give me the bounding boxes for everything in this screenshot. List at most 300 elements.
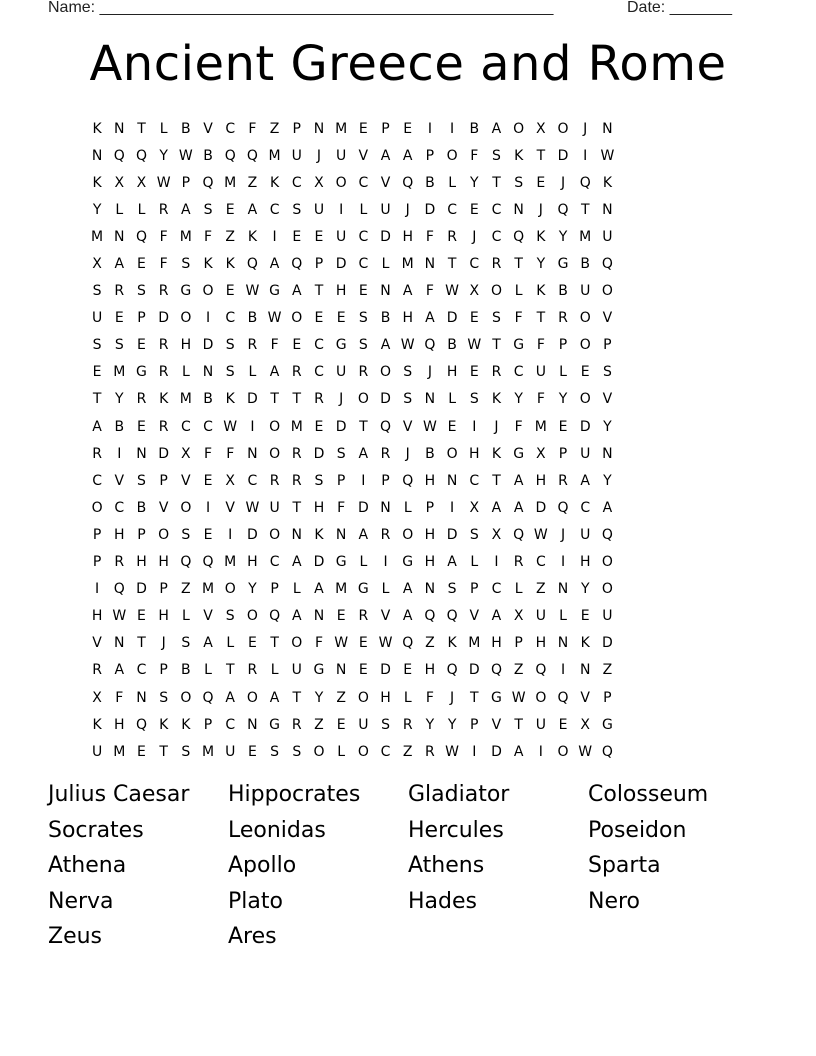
grid-letter: E bbox=[247, 635, 257, 652]
grid-letter: K bbox=[159, 716, 169, 733]
page-title: Ancient Greece and Rome bbox=[89, 36, 727, 92]
grid-letter: F bbox=[204, 228, 213, 245]
grid-letter: D bbox=[357, 499, 369, 516]
grid-letter: Q bbox=[246, 147, 258, 164]
grid-letter: D bbox=[380, 662, 391, 679]
word-list-item: Apollo bbox=[228, 853, 297, 878]
grid-letter: M bbox=[201, 743, 215, 760]
grid-letter: W bbox=[445, 743, 460, 760]
word-list-item: Zeus bbox=[48, 924, 103, 949]
grid-letter: G bbox=[557, 256, 569, 273]
grid-letter: U bbox=[602, 228, 613, 245]
grid-letter: N bbox=[424, 581, 436, 598]
grid-row bbox=[86, 305, 735, 332]
grid-letter: W bbox=[400, 337, 415, 354]
grid-row bbox=[86, 657, 735, 684]
grid-letter: S bbox=[469, 391, 479, 408]
grid-letter: D bbox=[335, 418, 347, 435]
grid-letter: G bbox=[180, 283, 192, 300]
grid-letter: Q bbox=[601, 743, 613, 760]
name-field-line: Name: ___________________________________________________ bbox=[48, 0, 554, 16]
grid-letter: V bbox=[92, 635, 102, 652]
grid-letter: Q bbox=[402, 635, 414, 652]
grid-letter: O bbox=[357, 743, 369, 760]
grid-letter: E bbox=[137, 743, 146, 760]
grid-letter: V bbox=[469, 608, 480, 625]
grid-letter: D bbox=[380, 228, 391, 245]
grid-letter: E bbox=[469, 201, 479, 218]
grid-letter: F bbox=[270, 337, 279, 354]
grid-letter: J bbox=[339, 391, 344, 408]
grid-letter: Y bbox=[159, 147, 168, 164]
grid-letter: C bbox=[580, 499, 591, 516]
grid-letter: Q bbox=[424, 608, 436, 625]
grid-letter: H bbox=[424, 526, 436, 543]
grid-letter: C bbox=[92, 472, 102, 489]
grid-letter: Q bbox=[513, 228, 525, 245]
grid-letter: J bbox=[583, 120, 588, 137]
word-list-item: Leonidas bbox=[228, 817, 326, 843]
grid-letter: R bbox=[447, 228, 457, 245]
grid-letter: Y bbox=[425, 716, 435, 733]
grid-letter: C bbox=[314, 337, 324, 354]
grid-letter: R bbox=[558, 472, 568, 489]
word-list-item: Julius Caesar bbox=[48, 782, 190, 807]
grid-letter: T bbox=[270, 635, 279, 652]
grid-letter: T bbox=[492, 174, 501, 191]
grid-letter: V bbox=[491, 716, 502, 733]
grid-letter: X bbox=[136, 174, 147, 191]
grid-letter: H bbox=[91, 608, 103, 625]
grid-letter: I bbox=[427, 120, 432, 137]
grid-letter: R bbox=[491, 364, 502, 381]
grid-letter: M bbox=[335, 120, 348, 137]
grid-letter: W bbox=[378, 635, 393, 652]
grid-letter: K bbox=[536, 228, 546, 245]
grid-letter: X bbox=[580, 716, 591, 733]
grid-letter: L bbox=[403, 499, 412, 516]
grid-letter: M bbox=[534, 418, 547, 435]
grid-letter: N bbox=[602, 201, 613, 218]
grid-letter: V bbox=[181, 472, 191, 489]
grid-letter: N bbox=[579, 662, 591, 679]
grid-letter: B bbox=[425, 174, 435, 191]
grid-letter: F bbox=[248, 120, 257, 137]
grid-letter: O bbox=[180, 310, 192, 327]
grid-letter: O bbox=[601, 554, 613, 571]
grid-letter: H bbox=[158, 608, 169, 625]
grid-letter: R bbox=[402, 716, 413, 733]
grid-letter: N bbox=[247, 716, 258, 733]
grid-row bbox=[86, 630, 735, 657]
grid-letter: H bbox=[535, 635, 547, 652]
grid-letter: D bbox=[446, 310, 458, 327]
grid-letter: W bbox=[533, 526, 548, 543]
grid-letter: Q bbox=[601, 256, 613, 273]
grid-letter: Z bbox=[402, 743, 413, 760]
grid-letter: S bbox=[181, 256, 191, 273]
grid-letter: C bbox=[225, 716, 236, 733]
grid-row bbox=[86, 223, 735, 250]
grid-letter: M bbox=[468, 635, 481, 652]
grid-letter: R bbox=[291, 445, 302, 462]
grid-letter: U bbox=[336, 228, 347, 245]
grid-letter: L bbox=[137, 201, 146, 218]
grid-letter: A bbox=[203, 635, 213, 652]
grid-letter: C bbox=[380, 743, 391, 760]
grid-letter: Q bbox=[557, 499, 569, 516]
grid-letter: Y bbox=[314, 689, 324, 706]
grid-letter: Z bbox=[181, 581, 191, 598]
grid-letter: I bbox=[95, 581, 100, 598]
grid-letter: Y bbox=[603, 472, 612, 489]
grid-letter: A bbox=[92, 418, 102, 435]
grid-letter: K bbox=[225, 391, 235, 408]
grid-letter: V bbox=[602, 310, 613, 327]
grid-letter: F bbox=[204, 445, 213, 462]
grid-letter: W bbox=[245, 283, 260, 300]
grid-letter: I bbox=[560, 662, 566, 679]
grid-letter: W bbox=[334, 635, 349, 652]
grid-letter: X bbox=[92, 256, 102, 273]
grid-letter: R bbox=[158, 364, 169, 381]
grid-letter: S bbox=[270, 743, 280, 760]
grid-letter: O bbox=[380, 364, 392, 381]
grid-letter: O bbox=[601, 283, 613, 300]
grid-letter: A bbox=[181, 201, 191, 218]
grid-letter: I bbox=[117, 445, 122, 462]
word-list-item: Socrates bbox=[48, 817, 144, 843]
grid-letter: U bbox=[269, 499, 280, 516]
grid-letter: S bbox=[381, 716, 390, 733]
grid-letter: A bbox=[380, 147, 391, 164]
word-list-item: Sparta bbox=[588, 853, 661, 878]
grid-letter: N bbox=[380, 283, 391, 300]
grid-letter: C bbox=[491, 581, 502, 598]
grid-letter: L bbox=[381, 256, 390, 273]
grid-letter: B bbox=[469, 120, 480, 137]
grid-letter: N bbox=[313, 120, 325, 137]
grid-letter: V bbox=[602, 391, 613, 408]
grid-letter: P bbox=[203, 716, 213, 733]
grid-letter: N bbox=[114, 120, 125, 137]
grid-letter: L bbox=[381, 581, 390, 598]
grid-letter: E bbox=[225, 201, 235, 218]
grid-letter: T bbox=[580, 201, 590, 218]
grid-letter: T bbox=[492, 337, 501, 354]
grid-letter: V bbox=[225, 499, 235, 516]
grid-letter: L bbox=[337, 743, 346, 760]
grid-letter: Q bbox=[113, 581, 125, 598]
grid-letter: S bbox=[137, 283, 146, 300]
grid-letter: L bbox=[248, 364, 257, 381]
grid-row bbox=[86, 169, 735, 196]
grid-letter: L bbox=[226, 635, 235, 652]
grid-letter: C bbox=[291, 174, 302, 191]
grid-letter: E bbox=[137, 608, 146, 625]
grid-letter: N bbox=[557, 581, 569, 598]
grid-letter: A bbox=[291, 608, 302, 625]
grid-letter: F bbox=[470, 147, 479, 164]
grid-letter: T bbox=[314, 283, 324, 300]
grid-letter: B bbox=[181, 120, 191, 137]
grid-letter: U bbox=[313, 201, 325, 218]
grid-letter: W bbox=[178, 147, 193, 164]
grid-letter: K bbox=[92, 716, 102, 733]
grid-letter: O bbox=[291, 310, 303, 327]
grid-letter: G bbox=[357, 581, 369, 598]
grid-letter: N bbox=[91, 147, 103, 164]
grid-letter: D bbox=[247, 526, 258, 543]
grid-letter: M bbox=[290, 418, 303, 435]
grid-letter: C bbox=[247, 472, 258, 489]
grid-letter: C bbox=[535, 554, 546, 571]
grid-letter: L bbox=[514, 283, 523, 300]
grid-letter: F bbox=[314, 635, 323, 652]
grid-letter: S bbox=[181, 635, 191, 652]
grid-letter: O bbox=[535, 689, 547, 706]
grid-letter: D bbox=[313, 445, 325, 462]
grid-letter: Q bbox=[246, 256, 258, 273]
grid-letter: Q bbox=[490, 662, 502, 679]
grid-letter: I bbox=[205, 310, 211, 327]
grid-letter: D bbox=[468, 662, 480, 679]
grid-letter: T bbox=[492, 472, 501, 489]
grid-letter: R bbox=[247, 662, 258, 679]
grid-letter: H bbox=[491, 635, 502, 652]
grid-letter: I bbox=[560, 554, 566, 571]
grid-letter: P bbox=[314, 256, 324, 273]
grid-letter: A bbox=[513, 743, 524, 760]
grid-letter: Y bbox=[558, 228, 568, 245]
grid-letter: V bbox=[114, 472, 125, 489]
grid-letter: F bbox=[425, 689, 434, 706]
grid-letter: L bbox=[181, 608, 190, 625]
grid-letter: P bbox=[425, 147, 435, 164]
word-list-item: Gladiator bbox=[408, 782, 510, 807]
grid-row bbox=[86, 142, 735, 169]
grid-letter: P bbox=[470, 581, 479, 598]
grid-letter: S bbox=[159, 689, 169, 706]
grid-letter: M bbox=[201, 581, 215, 598]
grid-letter: C bbox=[225, 120, 236, 137]
grid-letter: U bbox=[380, 201, 391, 218]
grid-letter: P bbox=[603, 689, 612, 706]
grid-letter: N bbox=[313, 608, 325, 625]
grid-letter: P bbox=[159, 472, 168, 489]
grid-letter: I bbox=[383, 554, 388, 571]
grid-letter: D bbox=[557, 147, 569, 164]
grid-letter: O bbox=[402, 526, 414, 543]
grid-row bbox=[86, 711, 735, 738]
grid-letter: L bbox=[292, 581, 301, 598]
grid-letter: R bbox=[291, 472, 302, 489]
grid-letter: E bbox=[336, 310, 346, 327]
grid-letter: Q bbox=[135, 716, 147, 733]
grid-letter: P bbox=[159, 581, 168, 598]
grid-row bbox=[86, 684, 735, 711]
grid-letter: E bbox=[358, 662, 368, 679]
grid-letter: R bbox=[247, 337, 258, 354]
grid-letter: A bbox=[491, 499, 502, 516]
grid-letter: S bbox=[225, 608, 235, 625]
grid-letter: E bbox=[225, 283, 235, 300]
grid-letter: D bbox=[579, 418, 591, 435]
grid-letter: Q bbox=[380, 418, 392, 435]
grid-letter: A bbox=[491, 608, 502, 625]
grid-letter: S bbox=[114, 337, 124, 354]
grid-letter: D bbox=[380, 391, 391, 408]
grid-letter: P bbox=[425, 499, 435, 516]
grid-letter: J bbox=[161, 635, 166, 652]
grid-letter: L bbox=[470, 554, 479, 571]
grid-letter: C bbox=[269, 554, 280, 571]
grid-letter: S bbox=[514, 174, 524, 191]
grid-letter: S bbox=[358, 337, 368, 354]
grid-letter: M bbox=[179, 391, 192, 408]
grid-letter: H bbox=[335, 283, 347, 300]
grid-letter: P bbox=[603, 337, 612, 354]
grid-letter: O bbox=[246, 689, 258, 706]
grid-row bbox=[86, 278, 735, 305]
grid-letter: E bbox=[558, 716, 568, 733]
grid-letter: H bbox=[313, 499, 325, 516]
grid-row bbox=[86, 603, 735, 630]
grid-letter: W bbox=[156, 174, 171, 191]
grid-letter: F bbox=[337, 499, 346, 516]
grid-letter: I bbox=[361, 472, 366, 489]
grid-letter: L bbox=[359, 201, 368, 218]
grid-letter: Q bbox=[135, 147, 147, 164]
grid-letter: G bbox=[269, 283, 281, 300]
grid-letter: Z bbox=[602, 662, 613, 679]
grid-letter: Q bbox=[202, 174, 214, 191]
grid-letter: D bbox=[446, 526, 458, 543]
grid-letter: X bbox=[536, 120, 546, 137]
grid-letter: N bbox=[291, 526, 303, 543]
grid-letter: E bbox=[292, 228, 302, 245]
grid-letter: W bbox=[600, 147, 615, 164]
grid-letter: R bbox=[136, 391, 147, 408]
grid-letter: K bbox=[602, 174, 612, 191]
grid-letter: Y bbox=[558, 391, 568, 408]
grid-letter: C bbox=[491, 201, 502, 218]
grid-letter: L bbox=[559, 364, 567, 381]
grid-letter: N bbox=[424, 256, 436, 273]
grid-letter: J bbox=[405, 201, 410, 218]
grid-letter: O bbox=[490, 283, 502, 300]
grid-letter: Q bbox=[446, 662, 458, 679]
grid-letter: I bbox=[228, 526, 233, 543]
grid-letter: P bbox=[381, 472, 390, 489]
grid-letter: I bbox=[472, 743, 477, 760]
grid-letter: A bbox=[402, 147, 413, 164]
grid-letter: N bbox=[114, 635, 125, 652]
grid-letter: J bbox=[538, 201, 543, 218]
grid-letter: G bbox=[269, 716, 281, 733]
grid-letter: P bbox=[92, 554, 102, 571]
grid-letter: M bbox=[579, 228, 592, 245]
grid-letter: T bbox=[159, 743, 168, 760]
grid-letter: N bbox=[247, 445, 258, 462]
grid-letter: E bbox=[336, 716, 346, 733]
grid-letter: S bbox=[403, 391, 413, 408]
grid-letter: C bbox=[225, 310, 236, 327]
grid-letter: S bbox=[225, 337, 235, 354]
grid-letter: G bbox=[335, 337, 347, 354]
grid-letter: V bbox=[580, 689, 590, 706]
grid-letter: W bbox=[422, 418, 437, 435]
grid-letter: V bbox=[358, 147, 369, 164]
grid-letter: X bbox=[114, 174, 125, 191]
grid-letter: Y bbox=[580, 581, 590, 598]
grid-letter: B bbox=[203, 147, 213, 164]
grid-letter: T bbox=[292, 499, 302, 516]
grid-letter: G bbox=[601, 716, 613, 733]
grid-letter: R bbox=[314, 391, 324, 408]
grid-letter: E bbox=[558, 418, 568, 435]
grid-letter: E bbox=[403, 120, 413, 137]
grid-letter: O bbox=[269, 445, 281, 462]
grid-letter: P bbox=[137, 526, 146, 543]
grid-letter: U bbox=[535, 716, 546, 733]
grid-letter: I bbox=[472, 418, 477, 435]
grid-letter: E bbox=[403, 662, 413, 679]
grid-letter: U bbox=[580, 283, 591, 300]
grid-letter: C bbox=[447, 201, 457, 218]
word-list bbox=[48, 779, 788, 957]
grid-letter: X bbox=[536, 445, 546, 462]
grid-letter: Y bbox=[248, 581, 257, 598]
grid-letter: C bbox=[314, 364, 324, 381]
grid-letter: B bbox=[380, 310, 391, 327]
grid-letter: L bbox=[559, 608, 567, 625]
grid-letter: A bbox=[358, 445, 369, 462]
grid-letter: A bbox=[402, 608, 413, 625]
word-list-item: Ares bbox=[228, 924, 277, 949]
grid-letter: S bbox=[492, 310, 501, 327]
grid-letter: R bbox=[358, 364, 369, 381]
grid-letter: T bbox=[470, 689, 479, 706]
grid-letter: Q bbox=[579, 174, 591, 191]
grid-letter: A bbox=[358, 526, 369, 543]
grid-letter: P bbox=[470, 716, 479, 733]
grid-letter: H bbox=[114, 526, 125, 543]
grid-letter: Q bbox=[202, 689, 214, 706]
grid-letter: E bbox=[536, 174, 546, 191]
word-list-item: Plato bbox=[228, 888, 283, 914]
grid-letter: K bbox=[225, 256, 235, 273]
grid-letter: Q bbox=[180, 554, 192, 571]
grid-letter: Y bbox=[603, 418, 612, 435]
grid-row bbox=[86, 332, 735, 359]
grid-letter: B bbox=[580, 256, 591, 273]
grid-letter: R bbox=[158, 283, 169, 300]
grid-letter: M bbox=[91, 228, 104, 245]
grid-letter: J bbox=[472, 228, 477, 245]
grid-letter: T bbox=[514, 716, 523, 733]
grid-letter: W bbox=[467, 337, 482, 354]
grid-letter: A bbox=[269, 256, 280, 273]
grid-letter: B bbox=[447, 337, 457, 354]
grid-letter: A bbox=[291, 283, 302, 300]
grid-letter: C bbox=[469, 472, 480, 489]
grid-letter: O bbox=[579, 391, 591, 408]
grid-letter: E bbox=[292, 337, 302, 354]
grid-letter: R bbox=[92, 662, 102, 679]
grid-letter: U bbox=[580, 445, 591, 462]
grid-letter: J bbox=[450, 689, 455, 706]
